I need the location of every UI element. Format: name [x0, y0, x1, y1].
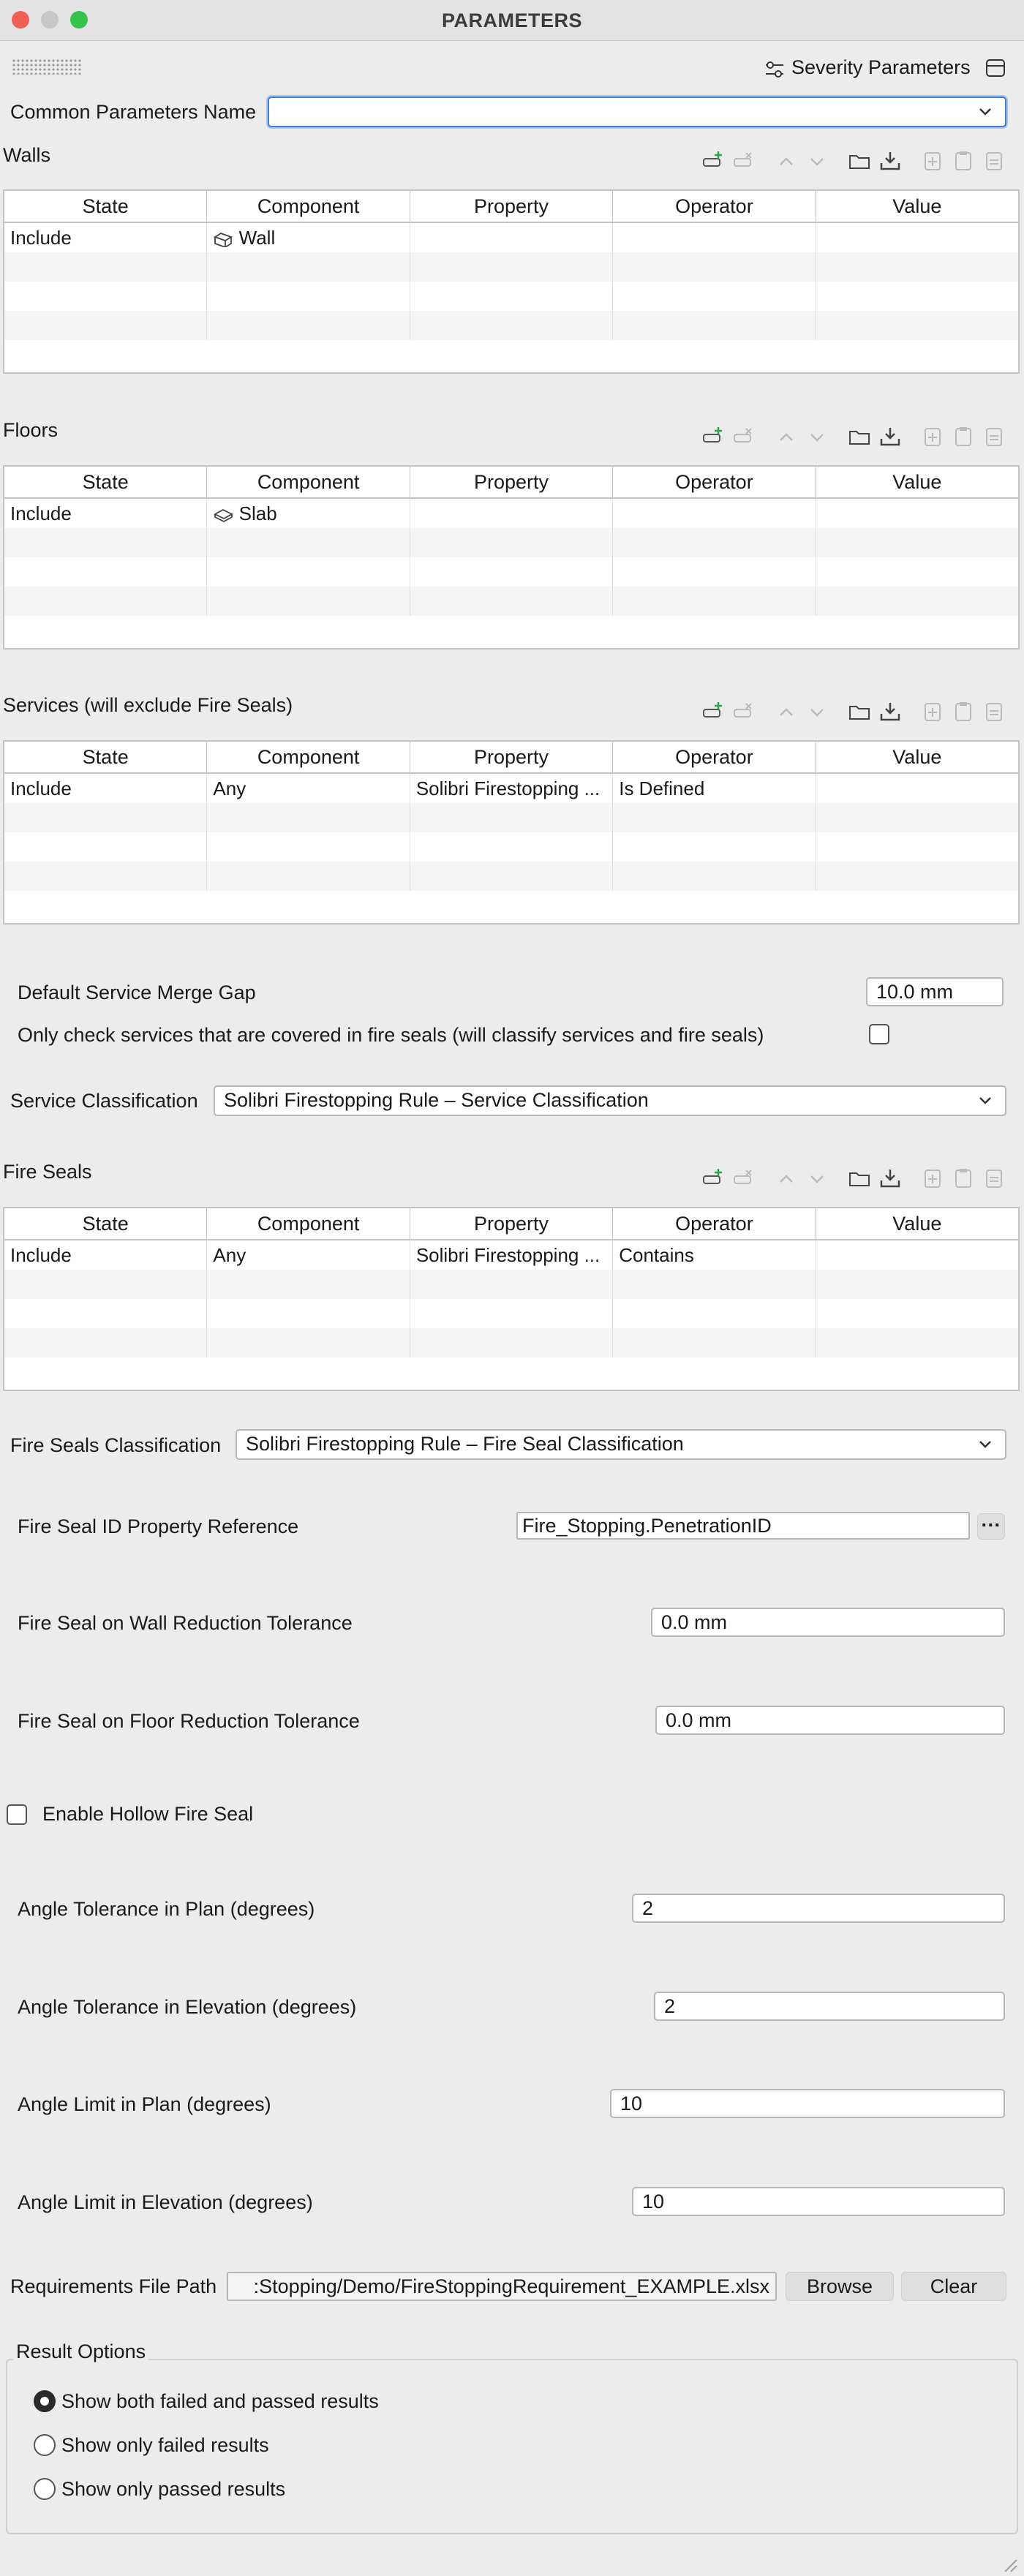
- fire-seal-id-input[interactable]: Fire_Stopping.PenetrationID: [516, 1512, 970, 1540]
- radio-passed-label[interactable]: Show only passed results: [61, 2478, 286, 2500]
- open-folder-icon[interactable]: [847, 426, 872, 448]
- floors-toolbar: [701, 426, 1015, 448]
- move-up-icon[interactable]: [774, 701, 799, 723]
- fire-seal-id-label: Fire Seal ID Property Reference: [18, 1515, 299, 1537]
- import-icon[interactable]: [878, 150, 903, 172]
- open-folder-icon[interactable]: [847, 1167, 872, 1189]
- services-title: Services (will exclude Fire Seals): [3, 694, 293, 716]
- cell-property[interactable]: Solibri Firestopping ...: [410, 1240, 613, 1270]
- cell-property[interactable]: [410, 223, 613, 252]
- sliders-icon[interactable]: [764, 59, 786, 80]
- fire-seals-table: [3, 1207, 1020, 1391]
- merge-gap-label: Default Service Merge Gap: [18, 982, 256, 1003]
- col-property[interactable]: Property: [410, 1208, 613, 1239]
- cell-value[interactable]: [816, 499, 1018, 528]
- table-row[interactable]: [4, 774, 1018, 803]
- limit-plan-input[interactable]: 10: [610, 2089, 1005, 2118]
- only-check-checkbox[interactable]: [869, 1024, 889, 1044]
- cell-component[interactable]: Any: [207, 774, 410, 803]
- table-row[interactable]: [4, 1240, 1018, 1270]
- result-options-title: Result Options: [13, 2340, 148, 2363]
- add-row-icon[interactable]: [701, 1167, 726, 1189]
- move-up-icon[interactable]: [774, 150, 799, 172]
- cell-component[interactable]: Slab: [207, 499, 410, 528]
- cell-state[interactable]: Include: [4, 499, 207, 528]
- col-state[interactable]: State: [4, 1208, 207, 1239]
- col-component[interactable]: Component: [207, 191, 410, 222]
- chevron-down-icon: [976, 102, 995, 121]
- cell-value[interactable]: [816, 1240, 1018, 1270]
- fire-seals-toolbar: [701, 1167, 1015, 1189]
- fire-seals-title: Fire Seals: [3, 1161, 92, 1183]
- common-params-combo[interactable]: [268, 97, 1006, 127]
- open-folder-icon[interactable]: [847, 150, 872, 172]
- cell-state[interactable]: Include: [4, 1240, 207, 1270]
- radio-passed[interactable]: [34, 2478, 56, 2500]
- fire-seals-classification-combo[interactable]: [236, 1429, 1006, 1460]
- add-row-icon[interactable]: [701, 150, 726, 172]
- floors-table: [3, 465, 1020, 649]
- add-clipboard-icon[interactable]: [920, 701, 945, 723]
- radio-failed-label[interactable]: Show only failed results: [61, 2434, 269, 2456]
- add-row-icon[interactable]: [701, 426, 726, 448]
- angle-plan-label: Angle Tolerance in Plan (degrees): [18, 1898, 315, 1920]
- angle-elev-label: Angle Tolerance in Elevation (degrees): [18, 1996, 357, 2018]
- col-value[interactable]: Value: [892, 746, 942, 768]
- limit-elev-label: Angle Limit in Elevation (degrees): [18, 2191, 313, 2213]
- angle-elev-input[interactable]: 2: [654, 1992, 1005, 2021]
- copy-clipboard-icon[interactable]: [951, 426, 976, 448]
- radio-failed[interactable]: [34, 2434, 56, 2456]
- drag-handle-icon[interactable]: [12, 59, 82, 75]
- move-up-icon[interactable]: [774, 1167, 799, 1189]
- move-down-icon[interactable]: [805, 150, 829, 172]
- chevron-down-icon: [976, 1091, 995, 1110]
- floor-tolerance-input[interactable]: 0.0 mm: [655, 1706, 1005, 1735]
- wall-tolerance-label: Fire Seal on Wall Reduction Tolerance: [18, 1612, 353, 1634]
- panel-toggle-icon[interactable]: [985, 57, 1006, 79]
- import-icon[interactable]: [878, 701, 903, 723]
- resize-grip-icon[interactable]: [999, 2554, 1018, 2573]
- table-row[interactable]: [4, 223, 1018, 252]
- cell-state[interactable]: Include: [4, 223, 207, 252]
- chevron-down-icon: [976, 1435, 995, 1454]
- cell-property[interactable]: Solibri Firestopping ...: [410, 774, 613, 803]
- col-operator[interactable]: Operator: [613, 742, 816, 772]
- move-up-icon[interactable]: [774, 426, 799, 448]
- cell-operator[interactable]: Is Defined: [613, 774, 816, 803]
- cell-operator[interactable]: [613, 499, 816, 528]
- col-component[interactable]: Component: [207, 742, 410, 772]
- cell-component[interactable]: Wall: [207, 223, 410, 252]
- service-classification-value: Solibri Firestopping Rule – Service Classification: [224, 1089, 649, 1111]
- service-classification-combo[interactable]: [214, 1085, 1006, 1116]
- title-bar: [0, 0, 1024, 41]
- cell-property[interactable]: [410, 499, 613, 528]
- import-icon[interactable]: [878, 1167, 903, 1189]
- services-toolbar: [701, 701, 1015, 723]
- floors-title: Floors: [3, 419, 59, 441]
- angle-plan-input[interactable]: 2: [632, 1894, 1005, 1923]
- move-down-icon[interactable]: [805, 701, 829, 723]
- cell-operator[interactable]: [613, 223, 816, 252]
- col-component[interactable]: Component: [207, 1208, 410, 1239]
- service-classification-label: Service Classification: [10, 1090, 198, 1112]
- col-state[interactable]: State: [4, 467, 207, 497]
- col-value[interactable]: Value: [892, 471, 942, 493]
- move-down-icon[interactable]: [805, 426, 829, 448]
- clear-button[interactable]: Clear: [901, 2272, 1006, 2301]
- req-file-label: Requirements File Path: [10, 2275, 217, 2297]
- col-property[interactable]: Property: [410, 742, 613, 772]
- move-down-icon[interactable]: [805, 1167, 829, 1189]
- add-row-icon[interactable]: [701, 701, 726, 723]
- window-title: PARAMETERS: [441, 10, 582, 31]
- wall-tolerance-input[interactable]: 0.0 mm: [651, 1608, 1005, 1637]
- common-params-label: Common Parameters Name: [10, 101, 257, 123]
- cell-operator[interactable]: Contains: [613, 1240, 816, 1270]
- remove-row-icon[interactable]: [731, 701, 756, 723]
- col-operator[interactable]: Operator: [613, 467, 816, 497]
- add-clipboard-icon[interactable]: [920, 426, 945, 448]
- only-check-label: Only check services that are covered in fire seals (will classify services and fire seals): [18, 1024, 764, 1046]
- walls-table: [3, 189, 1020, 374]
- remove-row-icon[interactable]: [731, 426, 756, 448]
- slab-icon: [213, 507, 233, 523]
- req-file-input[interactable]: :Stopping/Demo/FireStoppingRequirement_EXAMPLE.xlsx: [227, 2272, 777, 2301]
- radio-both[interactable]: [34, 2390, 56, 2412]
- cell-value[interactable]: [816, 774, 1018, 803]
- cell-component[interactable]: Any: [207, 1240, 410, 1270]
- remove-row-icon[interactable]: [731, 150, 756, 172]
- paste-clipboard-icon[interactable]: [982, 426, 1006, 448]
- open-folder-icon[interactable]: [847, 701, 872, 723]
- col-state[interactable]: State: [4, 191, 207, 222]
- copy-clipboard-icon[interactable]: [951, 1167, 976, 1189]
- merge-gap-input[interactable]: 10.0 mm: [866, 977, 1004, 1006]
- paste-clipboard-icon[interactable]: [982, 150, 1006, 172]
- fire-seals-classification-value: Solibri Firestopping Rule – Fire Seal Classification: [246, 1433, 684, 1455]
- limit-elev-input[interactable]: 10: [632, 2187, 1005, 2216]
- paste-clipboard-icon[interactable]: [982, 1167, 1006, 1189]
- copy-clipboard-icon[interactable]: [951, 150, 976, 172]
- col-property[interactable]: Property: [410, 467, 613, 497]
- col-state[interactable]: State: [4, 742, 207, 772]
- col-operator[interactable]: Operator: [613, 191, 816, 222]
- wall-icon: [213, 231, 233, 247]
- col-property[interactable]: Property: [410, 191, 613, 222]
- remove-row-icon[interactable]: [731, 1167, 756, 1189]
- walls-title: Walls: [3, 144, 50, 166]
- hollow-label[interactable]: Enable Hollow Fire Seal: [42, 1803, 254, 1825]
- more-button[interactable]: ···: [977, 1513, 1005, 1540]
- col-operator[interactable]: Operator: [613, 1208, 816, 1239]
- services-table: [3, 740, 1020, 924]
- hollow-checkbox[interactable]: [7, 1804, 27, 1825]
- fire-seals-classification-label: Fire Seals Classification: [10, 1434, 222, 1456]
- browse-button[interactable]: Browse: [786, 2272, 894, 2301]
- import-icon[interactable]: [878, 426, 903, 448]
- cell-state[interactable]: Include: [4, 774, 207, 803]
- col-value[interactable]: Value: [892, 195, 942, 217]
- floor-tolerance-label: Fire Seal on Floor Reduction Tolerance: [18, 1710, 360, 1732]
- severity-parameters-button[interactable]: Severity Parameters: [791, 56, 971, 78]
- table-row[interactable]: [4, 499, 1018, 528]
- add-clipboard-icon[interactable]: [920, 1167, 945, 1189]
- paste-clipboard-icon[interactable]: [982, 701, 1006, 723]
- cell-value[interactable]: [816, 223, 1018, 252]
- radio-both-label[interactable]: Show both failed and passed results: [61, 2390, 379, 2412]
- col-value[interactable]: Value: [892, 1213, 942, 1235]
- col-component[interactable]: Component: [207, 467, 410, 497]
- copy-clipboard-icon[interactable]: [951, 701, 976, 723]
- limit-plan-label: Angle Limit in Plan (degrees): [18, 2093, 271, 2115]
- add-clipboard-icon[interactable]: [920, 150, 945, 172]
- walls-toolbar: [701, 150, 1015, 172]
